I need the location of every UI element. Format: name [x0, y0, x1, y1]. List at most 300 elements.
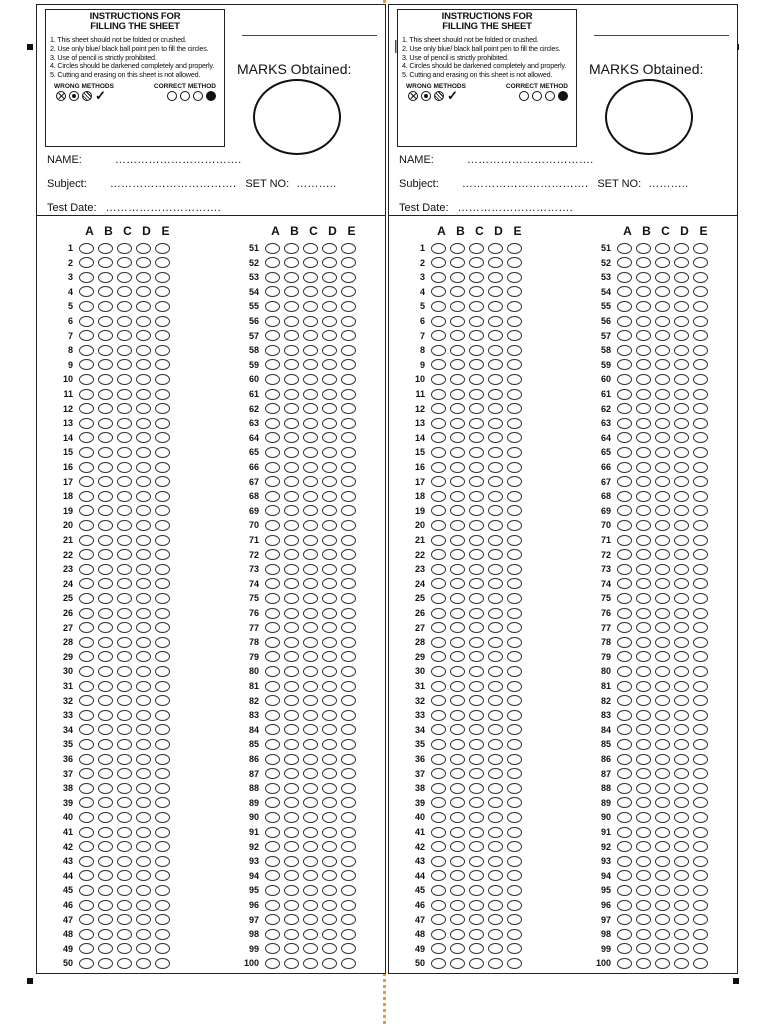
answer-bubble[interactable]: [469, 564, 484, 575]
answer-bubble[interactable]: [322, 943, 337, 954]
answer-bubble[interactable]: [431, 476, 446, 487]
answer-bubble[interactable]: [655, 856, 670, 867]
answer-bubble[interactable]: [322, 841, 337, 852]
answer-bubble[interactable]: [674, 637, 689, 648]
answer-bubble[interactable]: [265, 564, 280, 575]
answer-bubble[interactable]: [303, 535, 318, 546]
answer-bubble[interactable]: [98, 578, 113, 589]
answer-bubble[interactable]: [322, 316, 337, 327]
answer-bubble[interactable]: [155, 929, 170, 940]
answer-bubble[interactable]: [617, 739, 632, 750]
answer-bubble[interactable]: [136, 943, 151, 954]
answer-bubble[interactable]: [655, 403, 670, 414]
answer-bubble[interactable]: [674, 681, 689, 692]
answer-bubble[interactable]: [303, 418, 318, 429]
answer-bubble[interactable]: [693, 243, 708, 254]
answer-bubble[interactable]: [341, 666, 356, 677]
answer-bubble[interactable]: [450, 535, 465, 546]
answer-bubble[interactable]: [636, 914, 651, 925]
answer-bubble[interactable]: [636, 345, 651, 356]
answer-bubble[interactable]: [117, 739, 132, 750]
answer-bubble[interactable]: [488, 812, 503, 823]
answer-bubble[interactable]: [155, 432, 170, 443]
answer-bubble[interactable]: [617, 286, 632, 297]
answer-bubble[interactable]: [341, 885, 356, 896]
answer-bubble[interactable]: [617, 797, 632, 808]
answer-bubble[interactable]: [322, 564, 337, 575]
answer-bubble[interactable]: [284, 841, 299, 852]
answer-bubble[interactable]: [265, 637, 280, 648]
answer-bubble[interactable]: [617, 783, 632, 794]
answer-bubble[interactable]: [674, 389, 689, 400]
answer-bubble[interactable]: [693, 564, 708, 575]
answer-bubble[interactable]: [322, 418, 337, 429]
answer-bubble[interactable]: [450, 637, 465, 648]
answer-bubble[interactable]: [469, 914, 484, 925]
answer-bubble[interactable]: [117, 345, 132, 356]
answer-bubble[interactable]: [431, 578, 446, 589]
answer-bubble[interactable]: [507, 914, 522, 925]
answer-bubble[interactable]: [507, 462, 522, 473]
answer-bubble[interactable]: [117, 403, 132, 414]
answer-bubble[interactable]: [136, 681, 151, 692]
answer-bubble[interactable]: [450, 929, 465, 940]
answer-bubble[interactable]: [617, 564, 632, 575]
answer-bubble[interactable]: [488, 827, 503, 838]
answer-bubble[interactable]: [636, 637, 651, 648]
answer-bubble[interactable]: [674, 812, 689, 823]
answer-bubble[interactable]: [117, 797, 132, 808]
answer-bubble[interactable]: [136, 593, 151, 604]
answer-bubble[interactable]: [341, 447, 356, 458]
answer-bubble[interactable]: [98, 257, 113, 268]
answer-bubble[interactable]: [469, 841, 484, 852]
answer-bubble[interactable]: [303, 564, 318, 575]
answer-bubble[interactable]: [284, 608, 299, 619]
answer-bubble[interactable]: [431, 739, 446, 750]
answer-bubble[interactable]: [450, 593, 465, 604]
answer-bubble[interactable]: [636, 681, 651, 692]
answer-bubble[interactable]: [284, 564, 299, 575]
answer-bubble[interactable]: [655, 710, 670, 721]
answer-bubble[interactable]: [98, 593, 113, 604]
answer-bubble[interactable]: [284, 476, 299, 487]
answer-bubble[interactable]: [136, 505, 151, 516]
answer-bubble[interactable]: [450, 549, 465, 560]
answer-bubble[interactable]: [322, 885, 337, 896]
answer-bubble[interactable]: [450, 622, 465, 633]
answer-bubble[interactable]: [98, 535, 113, 546]
answer-bubble[interactable]: [79, 958, 94, 969]
answer-bubble[interactable]: [284, 754, 299, 765]
answer-bubble[interactable]: [136, 914, 151, 925]
answer-bubble[interactable]: [341, 418, 356, 429]
answer-bubble[interactable]: [117, 651, 132, 662]
answer-bubble[interactable]: [655, 885, 670, 896]
answer-bubble[interactable]: [79, 608, 94, 619]
answer-bubble[interactable]: [322, 301, 337, 312]
answer-bubble[interactable]: [284, 812, 299, 823]
answer-bubble[interactable]: [341, 958, 356, 969]
answer-bubble[interactable]: [341, 900, 356, 911]
answer-bubble[interactable]: [431, 593, 446, 604]
answer-bubble[interactable]: [98, 330, 113, 341]
answer-bubble[interactable]: [136, 432, 151, 443]
answer-bubble[interactable]: [693, 374, 708, 385]
answer-bubble[interactable]: [79, 359, 94, 370]
answer-bubble[interactable]: [674, 900, 689, 911]
answer-bubble[interactable]: [450, 710, 465, 721]
answer-bubble[interactable]: [265, 856, 280, 867]
answer-bubble[interactable]: [265, 286, 280, 297]
answer-bubble[interactable]: [488, 549, 503, 560]
answer-bubble[interactable]: [431, 943, 446, 954]
answer-bubble[interactable]: [322, 608, 337, 619]
answer-bubble[interactable]: [322, 783, 337, 794]
answer-bubble[interactable]: [431, 841, 446, 852]
answer-bubble[interactable]: [98, 359, 113, 370]
answer-bubble[interactable]: [79, 520, 94, 531]
answer-bubble[interactable]: [488, 622, 503, 633]
answer-bubble[interactable]: [284, 272, 299, 283]
answer-bubble[interactable]: [136, 476, 151, 487]
answer-bubble[interactable]: [79, 316, 94, 327]
answer-bubble[interactable]: [655, 272, 670, 283]
answer-bubble[interactable]: [655, 681, 670, 692]
answer-bubble[interactable]: [98, 243, 113, 254]
answer-bubble[interactable]: [98, 929, 113, 940]
answer-bubble[interactable]: [431, 389, 446, 400]
answer-bubble[interactable]: [117, 593, 132, 604]
answer-bubble[interactable]: [674, 432, 689, 443]
answer-bubble[interactable]: [79, 929, 94, 940]
answer-bubble[interactable]: [469, 535, 484, 546]
answer-bubble[interactable]: [450, 491, 465, 502]
answer-bubble[interactable]: [636, 301, 651, 312]
answer-bubble[interactable]: [98, 695, 113, 706]
answer-bubble[interactable]: [655, 374, 670, 385]
answer-bubble[interactable]: [469, 257, 484, 268]
answer-bubble[interactable]: [303, 359, 318, 370]
answer-bubble[interactable]: [136, 403, 151, 414]
answer-bubble[interactable]: [636, 432, 651, 443]
answer-bubble[interactable]: [265, 447, 280, 458]
answer-bubble[interactable]: [469, 827, 484, 838]
answer-bubble[interactable]: [322, 476, 337, 487]
answer-bubble[interactable]: [322, 812, 337, 823]
marks-circle[interactable]: [605, 79, 693, 155]
answer-bubble[interactable]: [655, 345, 670, 356]
answer-bubble[interactable]: [98, 870, 113, 881]
answer-bubble[interactable]: [303, 929, 318, 940]
answer-bubble[interactable]: [674, 958, 689, 969]
answer-bubble[interactable]: [265, 476, 280, 487]
answer-bubble[interactable]: [636, 418, 651, 429]
answer-bubble[interactable]: [303, 491, 318, 502]
answer-bubble[interactable]: [341, 535, 356, 546]
answer-bubble[interactable]: [155, 272, 170, 283]
answer-bubble[interactable]: [617, 637, 632, 648]
answer-bubble[interactable]: [655, 243, 670, 254]
answer-bubble[interactable]: [693, 812, 708, 823]
answer-bubble[interactable]: [322, 739, 337, 750]
answer-bubble[interactable]: [655, 841, 670, 852]
answer-bubble[interactable]: [155, 666, 170, 677]
answer-bubble[interactable]: [469, 622, 484, 633]
answer-bubble[interactable]: [155, 462, 170, 473]
answer-bubble[interactable]: [431, 505, 446, 516]
answer-bubble[interactable]: [155, 914, 170, 925]
answer-bubble[interactable]: [674, 695, 689, 706]
answer-bubble[interactable]: [469, 637, 484, 648]
answer-bubble[interactable]: [117, 374, 132, 385]
answer-bubble[interactable]: [322, 345, 337, 356]
answer-bubble[interactable]: [507, 710, 522, 721]
answer-bubble[interactable]: [636, 593, 651, 604]
answer-bubble[interactable]: [284, 914, 299, 925]
answer-bubble[interactable]: [431, 870, 446, 881]
answer-bubble[interactable]: [98, 768, 113, 779]
answer-bubble[interactable]: [303, 593, 318, 604]
answer-bubble[interactable]: [322, 389, 337, 400]
answer-bubble[interactable]: [284, 622, 299, 633]
answer-bubble[interactable]: [79, 301, 94, 312]
answer-bubble[interactable]: [431, 929, 446, 940]
answer-bubble[interactable]: [79, 724, 94, 735]
name-field[interactable]: [47, 154, 241, 166]
answer-bubble[interactable]: [265, 316, 280, 327]
answer-bubble[interactable]: [322, 929, 337, 940]
answer-bubble[interactable]: [79, 856, 94, 867]
answer-bubble[interactable]: [341, 432, 356, 443]
answer-bubble[interactable]: [507, 797, 522, 808]
answer-bubble[interactable]: [265, 243, 280, 254]
answer-bubble[interactable]: [98, 914, 113, 925]
answer-bubble[interactable]: [117, 622, 132, 633]
answer-bubble[interactable]: [79, 535, 94, 546]
answer-bubble[interactable]: [79, 739, 94, 750]
answer-bubble[interactable]: [303, 520, 318, 531]
answer-bubble[interactable]: [136, 710, 151, 721]
answer-bubble[interactable]: [79, 812, 94, 823]
answer-bubble[interactable]: [98, 637, 113, 648]
answer-bubble[interactable]: [636, 943, 651, 954]
answer-bubble[interactable]: [431, 520, 446, 531]
answer-bubble[interactable]: [507, 856, 522, 867]
answer-bubble[interactable]: [341, 797, 356, 808]
test-date-field[interactable]: [399, 202, 573, 214]
answer-bubble[interactable]: [636, 462, 651, 473]
answer-bubble[interactable]: [431, 797, 446, 808]
answer-bubble[interactable]: [155, 651, 170, 662]
answer-bubble[interactable]: [617, 345, 632, 356]
answer-bubble[interactable]: [469, 578, 484, 589]
answer-bubble[interactable]: [488, 681, 503, 692]
answer-bubble[interactable]: [617, 943, 632, 954]
answer-bubble[interactable]: [507, 827, 522, 838]
answer-bubble[interactable]: [655, 257, 670, 268]
answer-bubble[interactable]: [488, 374, 503, 385]
answer-bubble[interactable]: [303, 914, 318, 925]
answer-bubble[interactable]: [136, 535, 151, 546]
answer-bubble[interactable]: [79, 345, 94, 356]
answer-bubble[interactable]: [431, 681, 446, 692]
answer-bubble[interactable]: [284, 856, 299, 867]
answer-bubble[interactable]: [284, 491, 299, 502]
answer-bubble[interactable]: [674, 330, 689, 341]
answer-bubble[interactable]: [98, 958, 113, 969]
answer-bubble[interactable]: [450, 885, 465, 896]
answer-bubble[interactable]: [636, 447, 651, 458]
answer-bubble[interactable]: [507, 812, 522, 823]
answer-bubble[interactable]: [341, 593, 356, 604]
answer-bubble[interactable]: [693, 870, 708, 881]
answer-bubble[interactable]: [303, 549, 318, 560]
answer-bubble[interactable]: [655, 724, 670, 735]
answer-bubble[interactable]: [265, 768, 280, 779]
answer-bubble[interactable]: [431, 564, 446, 575]
answer-bubble[interactable]: [507, 593, 522, 604]
answer-bubble[interactable]: [469, 272, 484, 283]
answer-bubble[interactable]: [617, 827, 632, 838]
answer-bubble[interactable]: [507, 578, 522, 589]
answer-bubble[interactable]: [303, 856, 318, 867]
answer-bubble[interactable]: [303, 374, 318, 385]
answer-bubble[interactable]: [341, 637, 356, 648]
answer-bubble[interactable]: [450, 681, 465, 692]
answer-bubble[interactable]: [469, 505, 484, 516]
answer-bubble[interactable]: [655, 768, 670, 779]
answer-bubble[interactable]: [136, 374, 151, 385]
answer-bubble[interactable]: [284, 345, 299, 356]
answer-bubble[interactable]: [431, 900, 446, 911]
answer-bubble[interactable]: [693, 797, 708, 808]
answer-bubble[interactable]: [341, 243, 356, 254]
answer-bubble[interactable]: [303, 739, 318, 750]
answer-bubble[interactable]: [284, 870, 299, 881]
answer-bubble[interactable]: [155, 549, 170, 560]
answer-bubble[interactable]: [431, 301, 446, 312]
answer-bubble[interactable]: [155, 885, 170, 896]
answer-bubble[interactable]: [155, 812, 170, 823]
answer-bubble[interactable]: [655, 783, 670, 794]
answer-bubble[interactable]: [98, 301, 113, 312]
answer-bubble[interactable]: [284, 505, 299, 516]
answer-bubble[interactable]: [674, 520, 689, 531]
answer-bubble[interactable]: [450, 243, 465, 254]
answer-bubble[interactable]: [98, 345, 113, 356]
answer-bubble[interactable]: [79, 666, 94, 677]
answer-bubble[interactable]: [450, 374, 465, 385]
answer-bubble[interactable]: [450, 812, 465, 823]
answer-bubble[interactable]: [507, 476, 522, 487]
answer-bubble[interactable]: [617, 724, 632, 735]
answer-bubble[interactable]: [265, 943, 280, 954]
answer-bubble[interactable]: [488, 739, 503, 750]
answer-bubble[interactable]: [655, 943, 670, 954]
answer-bubble[interactable]: [693, 768, 708, 779]
answer-bubble[interactable]: [79, 841, 94, 852]
answer-bubble[interactable]: [488, 316, 503, 327]
answer-bubble[interactable]: [693, 929, 708, 940]
answer-bubble[interactable]: [431, 783, 446, 794]
answer-bubble[interactable]: [450, 651, 465, 662]
answer-bubble[interactable]: [693, 622, 708, 633]
answer-bubble[interactable]: [431, 257, 446, 268]
answer-bubble[interactable]: [674, 476, 689, 487]
answer-bubble[interactable]: [469, 651, 484, 662]
answer-bubble[interactable]: [488, 403, 503, 414]
answer-bubble[interactable]: [117, 505, 132, 516]
answer-bubble[interactable]: [98, 374, 113, 385]
answer-bubble[interactable]: [79, 870, 94, 881]
answer-bubble[interactable]: [303, 885, 318, 896]
answer-bubble[interactable]: [79, 885, 94, 896]
answer-bubble[interactable]: [693, 447, 708, 458]
answer-bubble[interactable]: [693, 257, 708, 268]
answer-bubble[interactable]: [674, 710, 689, 721]
answer-bubble[interactable]: [265, 520, 280, 531]
answer-bubble[interactable]: [693, 608, 708, 619]
answer-bubble[interactable]: [617, 418, 632, 429]
answer-bubble[interactable]: [450, 272, 465, 283]
answer-bubble[interactable]: [488, 447, 503, 458]
answer-bubble[interactable]: [488, 491, 503, 502]
answer-bubble[interactable]: [117, 578, 132, 589]
answer-bubble[interactable]: [693, 286, 708, 297]
answer-bubble[interactable]: [488, 359, 503, 370]
answer-bubble[interactable]: [155, 491, 170, 502]
name-value[interactable]: …………………………….: [466, 154, 594, 166]
answer-bubble[interactable]: [265, 330, 280, 341]
answer-bubble[interactable]: [693, 651, 708, 662]
answer-bubble[interactable]: [322, 403, 337, 414]
answer-bubble[interactable]: [488, 286, 503, 297]
answer-bubble[interactable]: [322, 856, 337, 867]
answer-bubble[interactable]: [636, 520, 651, 531]
answer-bubble[interactable]: [303, 505, 318, 516]
answer-bubble[interactable]: [341, 929, 356, 940]
answer-bubble[interactable]: [636, 710, 651, 721]
answer-bubble[interactable]: [117, 841, 132, 852]
answer-bubble[interactable]: [136, 491, 151, 502]
answer-bubble[interactable]: [488, 330, 503, 341]
answer-bubble[interactable]: [674, 301, 689, 312]
answer-bubble[interactable]: [507, 418, 522, 429]
answer-bubble[interactable]: [117, 359, 132, 370]
answer-bubble[interactable]: [617, 520, 632, 531]
answer-bubble[interactable]: [341, 330, 356, 341]
answer-bubble[interactable]: [636, 272, 651, 283]
answer-bubble[interactable]: [117, 724, 132, 735]
answer-bubble[interactable]: [674, 564, 689, 575]
answer-bubble[interactable]: [636, 666, 651, 677]
answer-bubble[interactable]: [322, 535, 337, 546]
answer-bubble[interactable]: [117, 476, 132, 487]
answer-bubble[interactable]: [693, 272, 708, 283]
answer-bubble[interactable]: [469, 345, 484, 356]
answer-bubble[interactable]: [155, 330, 170, 341]
answer-bubble[interactable]: [136, 841, 151, 852]
answer-bubble[interactable]: [507, 885, 522, 896]
answer-bubble[interactable]: [693, 345, 708, 356]
answer-bubble[interactable]: [284, 797, 299, 808]
answer-bubble[interactable]: [265, 432, 280, 443]
answer-bubble[interactable]: [617, 900, 632, 911]
answer-bubble[interactable]: [136, 958, 151, 969]
answer-bubble[interactable]: [341, 389, 356, 400]
answer-bubble[interactable]: [674, 856, 689, 867]
